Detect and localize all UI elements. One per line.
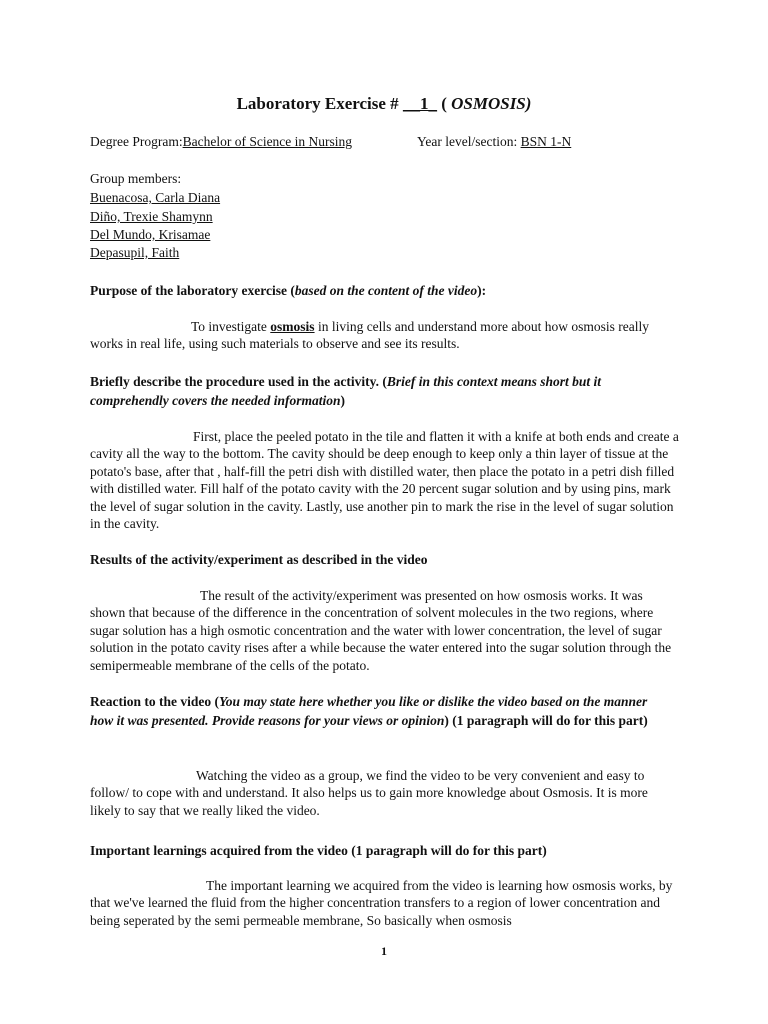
procedure-heading [90, 372, 670, 410]
group-member: Diño, Trexie Shamynn [90, 209, 213, 224]
purpose-heading-italic: based on the content of the video [294, 283, 478, 298]
exercise-number: __1_ [402, 94, 437, 113]
title-topic: OSMOSIS) [451, 94, 532, 113]
learnings-heading: Important learnings acquired from the video (1 paragraph will do for this part) [90, 843, 547, 858]
reaction-paragraph: Watching the video as a group, we find the video to be very convenient and easy to follow/ to cope with and understand. It also helps us to gain more knowledge about Osmosis. It is more likely to say that we really liked the video. [90, 768, 648, 818]
purpose-heading-text: Purpose of the laboratory exercise ( [90, 283, 295, 298]
results-heading: Results of the activity/experiment as described in the video [90, 552, 428, 567]
degree-value: Bachelor of Science in Nursing [182, 134, 353, 149]
reaction-heading-text: Reaction to the video ( [90, 694, 219, 709]
degree-label: Degree Program: [90, 134, 183, 149]
year-value: BSN 1-N [520, 134, 572, 149]
page-title [0, 94, 768, 114]
purpose-text-start: To investigate [191, 319, 271, 334]
title-open-paren: ( [436, 94, 452, 113]
title-prefix: Laboratory Exercise # [236, 94, 403, 113]
purpose-paragraph [90, 318, 680, 353]
group-member: Buenacosa, Carla Diana [90, 190, 221, 205]
year-label: Year level/section: [417, 134, 521, 149]
reaction-heading-end: ) (1 paragraph will do for this part) [444, 713, 648, 728]
results-paragraph: The result of the activity/experiment was presented on how osmosis works. It was shown that because of the difference in the concentration of solvent molecules in the two regions, where sugar solution has a high osmotic concentration and the water with lower concentration, the level of sugar solution in the potato cavity rises after a while because the water entered into the sugar solution through the semipermeable membrane of the cells of the potato. [90, 588, 672, 673]
procedure-heading-italic: Brief in this context means short but it comprehendly covers the needed information [90, 374, 602, 408]
procedure-heading-text: Briefly describe the procedure used in the activity. ( [90, 374, 387, 389]
degree-line [90, 134, 352, 150]
year-line [417, 134, 571, 150]
learnings-paragraph: The important learning we acquired from the video is learning how osmosis works, by that we've learned the fluid from the higher concentration transfers to a region of lower concentration and being seperated by the semi permeable membrane, So basically when osmosis [90, 878, 673, 928]
page-number: 1 [381, 944, 387, 958]
procedure-heading-end: ) [340, 393, 345, 408]
group-member: Depasupil, Faith [90, 245, 180, 260]
purpose-text-rest: in living cells and understand more about how osmosis really works in real life, using such materials to observe and see its results. [90, 319, 650, 352]
purpose-heading [90, 281, 670, 300]
reaction-heading [90, 692, 670, 730]
group-members-label: Group members: [90, 171, 182, 186]
purpose-keyword: osmosis [270, 319, 315, 334]
purpose-heading-end: ): [477, 283, 487, 298]
procedure-paragraph: First, place the peeled potato in the tile and flatten it with a knife at both ends and create a cavity all the way to the bottom. The cavity should be deep enough to keep only a thin layer of tissue at the potato's base, after that , half-fill the petri dish with distilled water, then place the potato in a petri dish filled with distilled water. Fill half of the potato cavity with the 20 percent sugar solution and by using pins, mark the level of sugar solution in the cavity. Lastly, use another pin to mark the rise in the level of sugar solution in the cavity. [90, 429, 679, 532]
group-member: Del Mundo, Krisamae [90, 227, 211, 242]
reaction-heading-italic: You may state here whether you like or dislike the video based on the manner how it was presented. Provide reasons for your views or opinion [90, 694, 648, 728]
